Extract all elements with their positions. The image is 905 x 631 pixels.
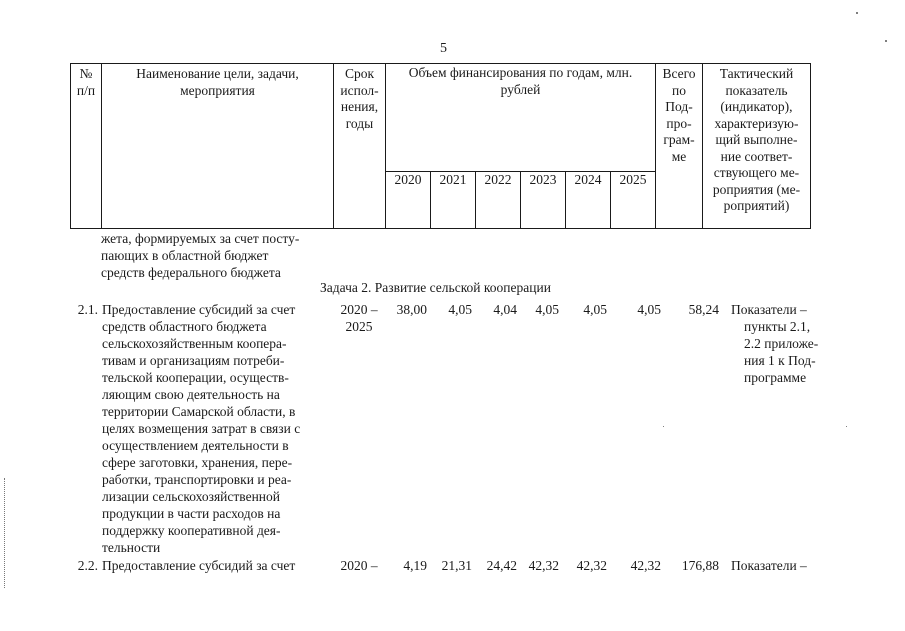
header-term-text: Срок испол- нения, годы (340, 66, 379, 131)
value-total: 58,24 (688, 302, 719, 317)
desc-line: тельской кооперации, осуществ- (102, 370, 289, 385)
row-description (102, 557, 329, 574)
year-2023: 2023 (521, 172, 566, 229)
desc-line: лизации сельскохозяйственной (102, 489, 281, 504)
value-2021: 4,05 (448, 302, 472, 317)
row-term (334, 301, 384, 335)
desc-line: территории Самарской области, в (102, 404, 296, 419)
task-title: Задача 2. Развитие сельской кооперации (320, 280, 551, 295)
scan-speck (663, 426, 664, 427)
desc-line: Предоставление субсидий за счет (102, 558, 296, 573)
row-term (334, 557, 384, 574)
header-financing-text: Объем финансирования по годам, млн. рублей (408, 65, 633, 97)
row-number: 2.2. (77, 558, 98, 573)
year-2025: 2025 (611, 172, 656, 229)
scan-speck (885, 40, 887, 42)
header-term (334, 64, 386, 229)
header-indicator-text: Тактический показатель (индикатор), характеризую- щий выполне- ние соответ- ствующего ме- роприятия (ме- роприятий) (712, 66, 801, 213)
continuation-line: пающих в областной бюджет (101, 248, 269, 263)
row-number: 2.1. (77, 302, 98, 317)
value-2024: 42,32 (576, 558, 607, 573)
header-no (71, 64, 102, 229)
indicator-line: 2.2 приложе- (744, 336, 819, 351)
year-2024: 2024 (566, 172, 611, 229)
value-2022: 4,04 (493, 302, 517, 317)
indicator-line: программе (744, 370, 807, 385)
value-total: 176,88 (681, 558, 719, 573)
row-indicator (731, 301, 831, 386)
indicator-line: ния 1 к Под- (744, 353, 816, 368)
value-2023: 42,32 (528, 558, 559, 573)
desc-line: работки, транспортировки и реа- (102, 472, 292, 487)
desc-line: сельскохозяйственным коопера- (102, 336, 287, 351)
desc-line: осуществлением деятельности в (102, 438, 289, 453)
year-2022: 2022 (476, 172, 521, 229)
value-2021: 21,31 (441, 558, 472, 573)
continuation-text (101, 230, 328, 281)
value-2024: 4,05 (583, 302, 607, 317)
desc-line: поддержку кооперативной дея- (102, 523, 281, 538)
term-line: 2020 – (340, 558, 378, 573)
desc-line: ляющим свою деятельность на (102, 387, 280, 402)
header-indicator (703, 64, 811, 229)
value-2025: 42,32 (630, 558, 661, 573)
year-2020: 2020 (386, 172, 431, 229)
value-2020: 4,19 (403, 558, 427, 573)
year-2021: 2021 (431, 172, 476, 229)
continuation-line: средств федерального бюджета (101, 265, 281, 280)
continuation-line: жета, формируемых за счет посту- (101, 231, 300, 246)
desc-line: тивам и организациям потреби- (102, 353, 285, 368)
desc-line: средств областного бюджета (102, 319, 267, 334)
page-number: 5 (440, 41, 447, 56)
table-header (70, 63, 811, 229)
scan-margin-mark (4, 478, 13, 588)
desc-line: целях возмещения затрат в связи с (102, 421, 301, 436)
header-name-text: Наименование цели, задачи, мероприятия (136, 66, 299, 98)
value-2023: 4,05 (535, 302, 559, 317)
indicator-line: Показатели – (731, 302, 807, 317)
header-name (102, 64, 334, 229)
value-2020: 38,00 (396, 302, 427, 317)
scan-speck (846, 426, 847, 427)
desc-line: продукции в части расходов на (102, 506, 281, 521)
header-total (656, 64, 703, 229)
desc-line: тельности (102, 540, 161, 555)
term-line: 2025 (345, 319, 373, 334)
value-2022: 24,42 (486, 558, 517, 573)
header-total-text: Всего по Под- про- грам- ме (662, 66, 696, 164)
indicator-line: Показатели – (731, 558, 807, 573)
header-financing (386, 64, 656, 172)
desc-line: сфере заготовки, хранения, пере- (102, 455, 293, 470)
scan-speck (856, 12, 858, 14)
row-description (102, 301, 329, 556)
value-2025: 4,05 (637, 302, 661, 317)
row-indicator (731, 557, 831, 574)
header-no-text: № п/п (76, 66, 96, 98)
term-line: 2020 – (340, 302, 378, 317)
indicator-line: пункты 2.1, (744, 319, 811, 334)
desc-line: Предоставление субсидий за счет (102, 302, 296, 317)
